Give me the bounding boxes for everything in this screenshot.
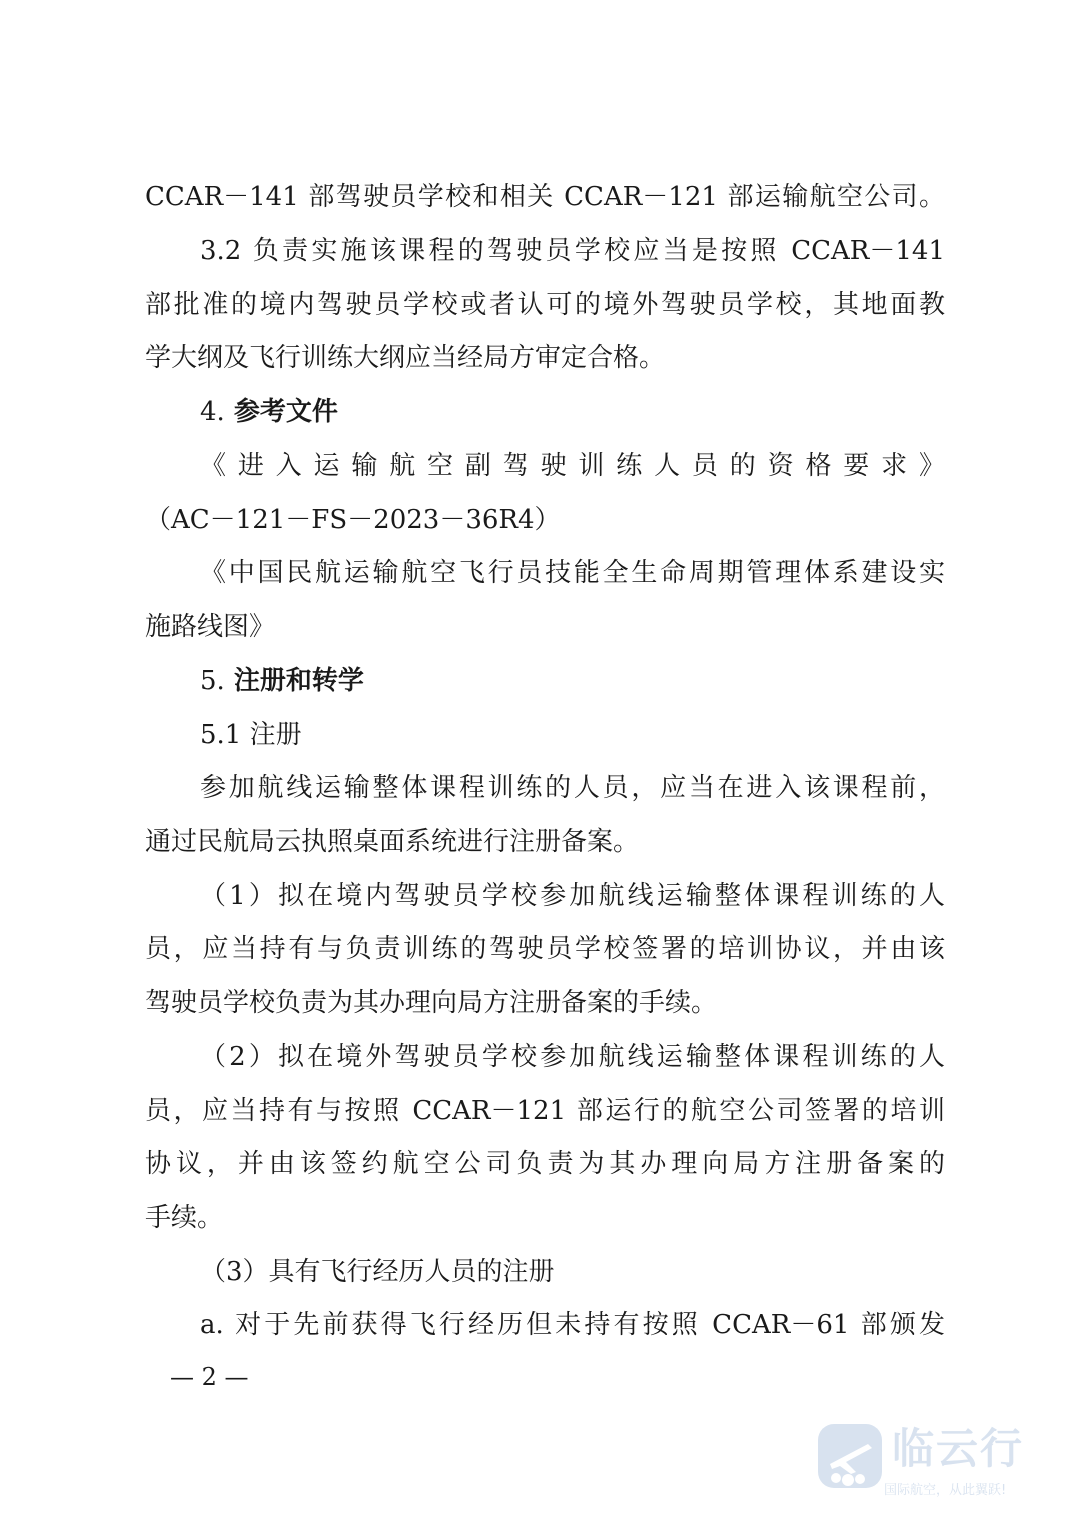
text-line-6: 通过民航局云执照桌面系统进行注册备案。 — [145, 827, 640, 857]
text-line-15: a. 对于先前获得飞行经历但未持有按照 CCAR－61 部颁发 — [200, 1310, 945, 1340]
reference-title-2: 《中国民航运输航空飞行员技能全生命周期管理体系建设实 — [200, 558, 945, 588]
reference-title-1: 《进入运输航空副驾驶训练人员的资格要求》 — [200, 451, 945, 481]
page-number: — 2 — — [170, 1363, 249, 1391]
reference-title-2-cont: 施路线图》 — [145, 612, 276, 642]
section-heading-5 — [200, 661, 945, 701]
watermark — [812, 1418, 1042, 1508]
section-title: 参考文件 — [233, 397, 338, 427]
text-line-12: 协议，并由该签约航空公司负责为其办理向局方注册备案的 — [145, 1149, 945, 1179]
text-line-3: 部批准的境内驾驶员学校或者认可的境外驾驶员学校，其地面教 — [145, 290, 945, 320]
text-line-5: 参加航线运输整体课程训练的人员，应当在进入该课程前， — [200, 773, 945, 803]
text-line-14: （3）具有飞行经历人员的注册 — [200, 1257, 555, 1287]
subsection-heading-5-1: 5.1 注册 — [200, 720, 302, 750]
text-line-10: （2）拟在境外驾驶员学校参加航线运输整体课程训练的人 — [200, 1042, 945, 1072]
text-line-1: CCAR－141 部驾驶员学校和相关 CCAR－121 部运输航空公司。 — [145, 182, 945, 212]
section-title: 注册和转学 — [233, 666, 364, 696]
reference-code-1: （AC－121－FS－2023－36R4） — [145, 505, 561, 535]
text-line-11: 员，应当持有与按照 CCAR－121 部运行的航空公司签署的培训 — [145, 1096, 945, 1126]
text-line-7: （1）拟在境内驾驶员学校参加航线运输整体课程训练的人 — [200, 881, 945, 911]
text-line-4: 学大纲及飞行训练大纲应当经局方审定合格。 — [145, 343, 666, 373]
airplane-logo-icon — [816, 1422, 884, 1490]
section-heading-4 — [200, 392, 945, 432]
text-line-9: 驾驶员学校负责为其办理向局方注册备案的手续。 — [145, 988, 718, 1018]
text-line-8: 员，应当持有与负责训练的驾驶员学校签署的培训协议，并由该 — [145, 934, 945, 964]
text-line-13: 手续。 — [145, 1203, 224, 1233]
text-line-2: 3.2 负责实施该课程的驾驶员学校应当是按照 CCAR－141 — [200, 236, 945, 266]
watermark-slogan: 国际航空，从此翼跃! — [884, 1483, 1007, 1498]
section-number: 5. — [200, 666, 225, 696]
watermark-brand-name: 临云行 — [892, 1424, 1025, 1473]
section-number: 4. — [200, 397, 225, 427]
